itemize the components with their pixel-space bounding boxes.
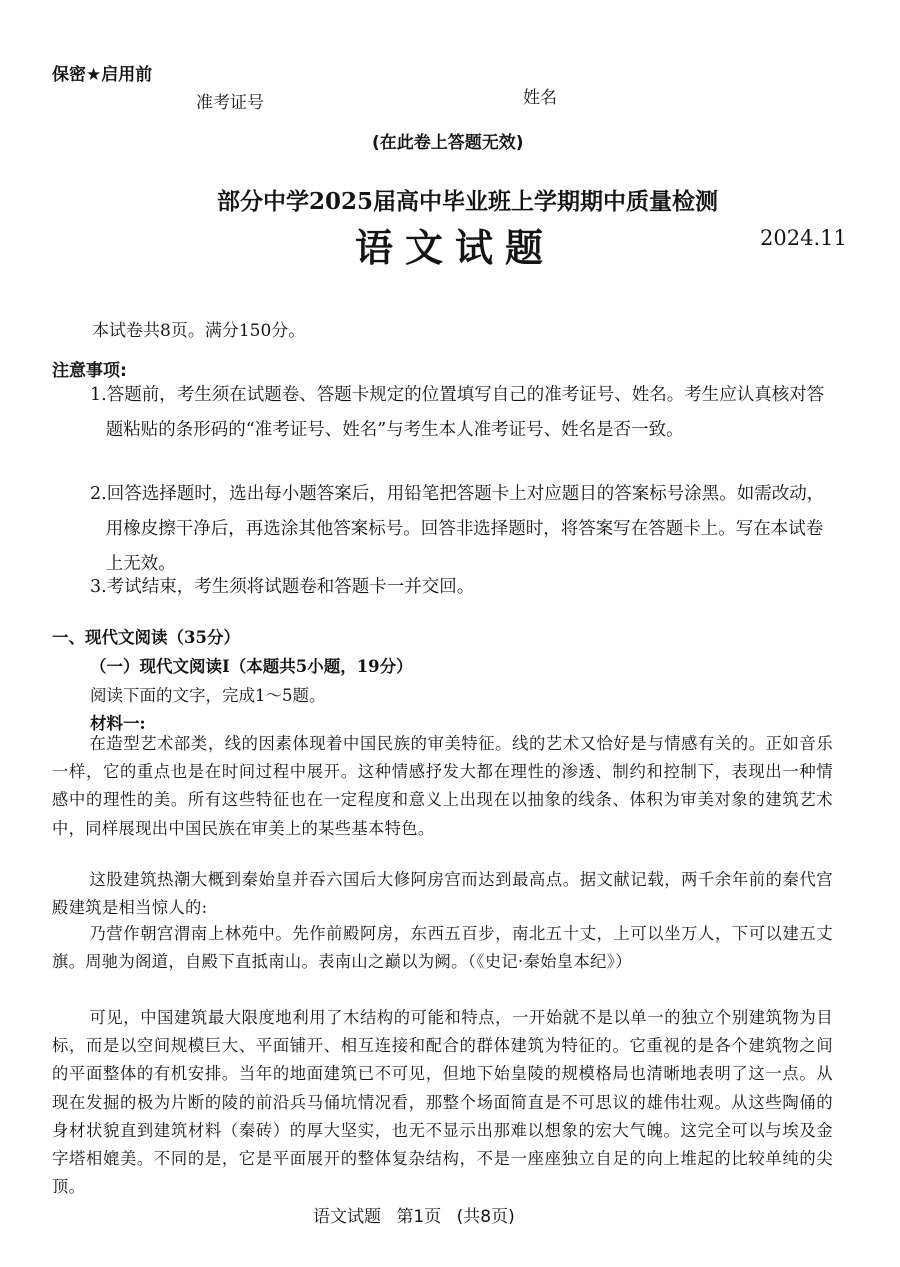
passage-quotation: 乃营作朝宫渭南上林苑中。先作前殿阿房，东西五百步，南北五十丈，上可以坐万人，下可以建五丈旗。周驰为阁道，自殿下直抵南山。表南山之巅以为阙。（《史记·秦始皇本纪》） [52,924,833,972]
material-title: 材料一: [90,714,146,733]
section-title: 一、现代文阅读（35分） [52,628,240,647]
subject-title: 语文试题 [355,225,556,270]
reading-instruction: 阅读下面的文字，完成1～5题。 [90,686,326,705]
subsection-title: （一）现代文阅读Ⅰ（本题共5小题，19分） [90,657,413,676]
exam-number-label: 准考证号 [196,93,264,113]
note-item: 3.考试结束，考生须将试题卷和答题卡一并交回。 [90,577,475,597]
name-label: 姓名 [523,88,557,108]
note-item: 2.回答选择题时，选出每小题答案后，用铅笔把答题卡上对应题目的答案标号涂黑。如需改动，用橡皮擦干净后，再选涂其他答案标号。回答非选择题时，将答案写在答题卡上。写在本试卷上无效。 [90,484,825,574]
passage-paragraph: 在造型艺术部类，线的因素体现着中国民族的审美特征。线的艺术又恰好是与情感有关的。正如音乐一样，它的重点也是在时间过程中展开。这种情感抒发大都在理性的渗透、制约和控制下，表现出一种情感中的理性的美。所有这些特征也在一定程度和意义上出现在以抽象的线条、体积为审美对象的建筑艺术中，同样展现出中国民族在审美上的某些基本特色。 [52,734,833,838]
passage-paragraph: 这股建筑热潮大概到秦始皇并吞六国后大修阿房宫而达到最高点。据文献记载，两千余年前的秦代宫殿建筑是相当惊人的: [52,870,833,918]
paper-meta: 本试卷共8页。满分150分。 [92,321,306,341]
page-footer: 语文试题 第1页 (共8页) [313,1207,515,1227]
exam-title: 部分中学2025届高中毕业班上学期期中质量检测 [217,188,719,215]
exam-date: 2024.11 [760,226,847,250]
notes-title: 注意事项: [52,361,127,381]
passage-paragraph: 可见，中国建筑最大限度地利用了木结构的可能和特点，一开始就不是以单一的独立个别建筑物为目标，而是以空间规模巨大、平面铺开、相互连接和配合的群体建筑为特征的。它重视的是各个建筑物之间的平面整体的有机安排。当年的地面建筑已不可见，但地下始皇陵的规模格局也清晰地表明了这一点。从现在发掘的极为片断的陵的前沿兵马俑坑情况看，那整个场面简直是不可思议的雄伟壮观。从这些陶俑的身材状貌直到建筑材料（秦砖）的厚大坚实，也无不显示出那难以想象的宏大气魄。这完全可以与埃及金字塔相媲美。不同的是，它是平面展开的整体复杂结构，不是一座座独立自足的向上堆起的比较单纯的尖顶。 [52,1008,833,1197]
confidential-label: 保密★启用前 [52,65,153,85]
note-item: 1.答题前，考生须在试题卷、答题卡规定的位置填写自己的准考证号、姓名。考生应认真核对答题粘贴的条形码的“准考证号、姓名”与考生本人准考证号、姓名是否一致。 [90,385,825,440]
invalid-answer-note: (在此卷上答题无效) [372,133,524,153]
